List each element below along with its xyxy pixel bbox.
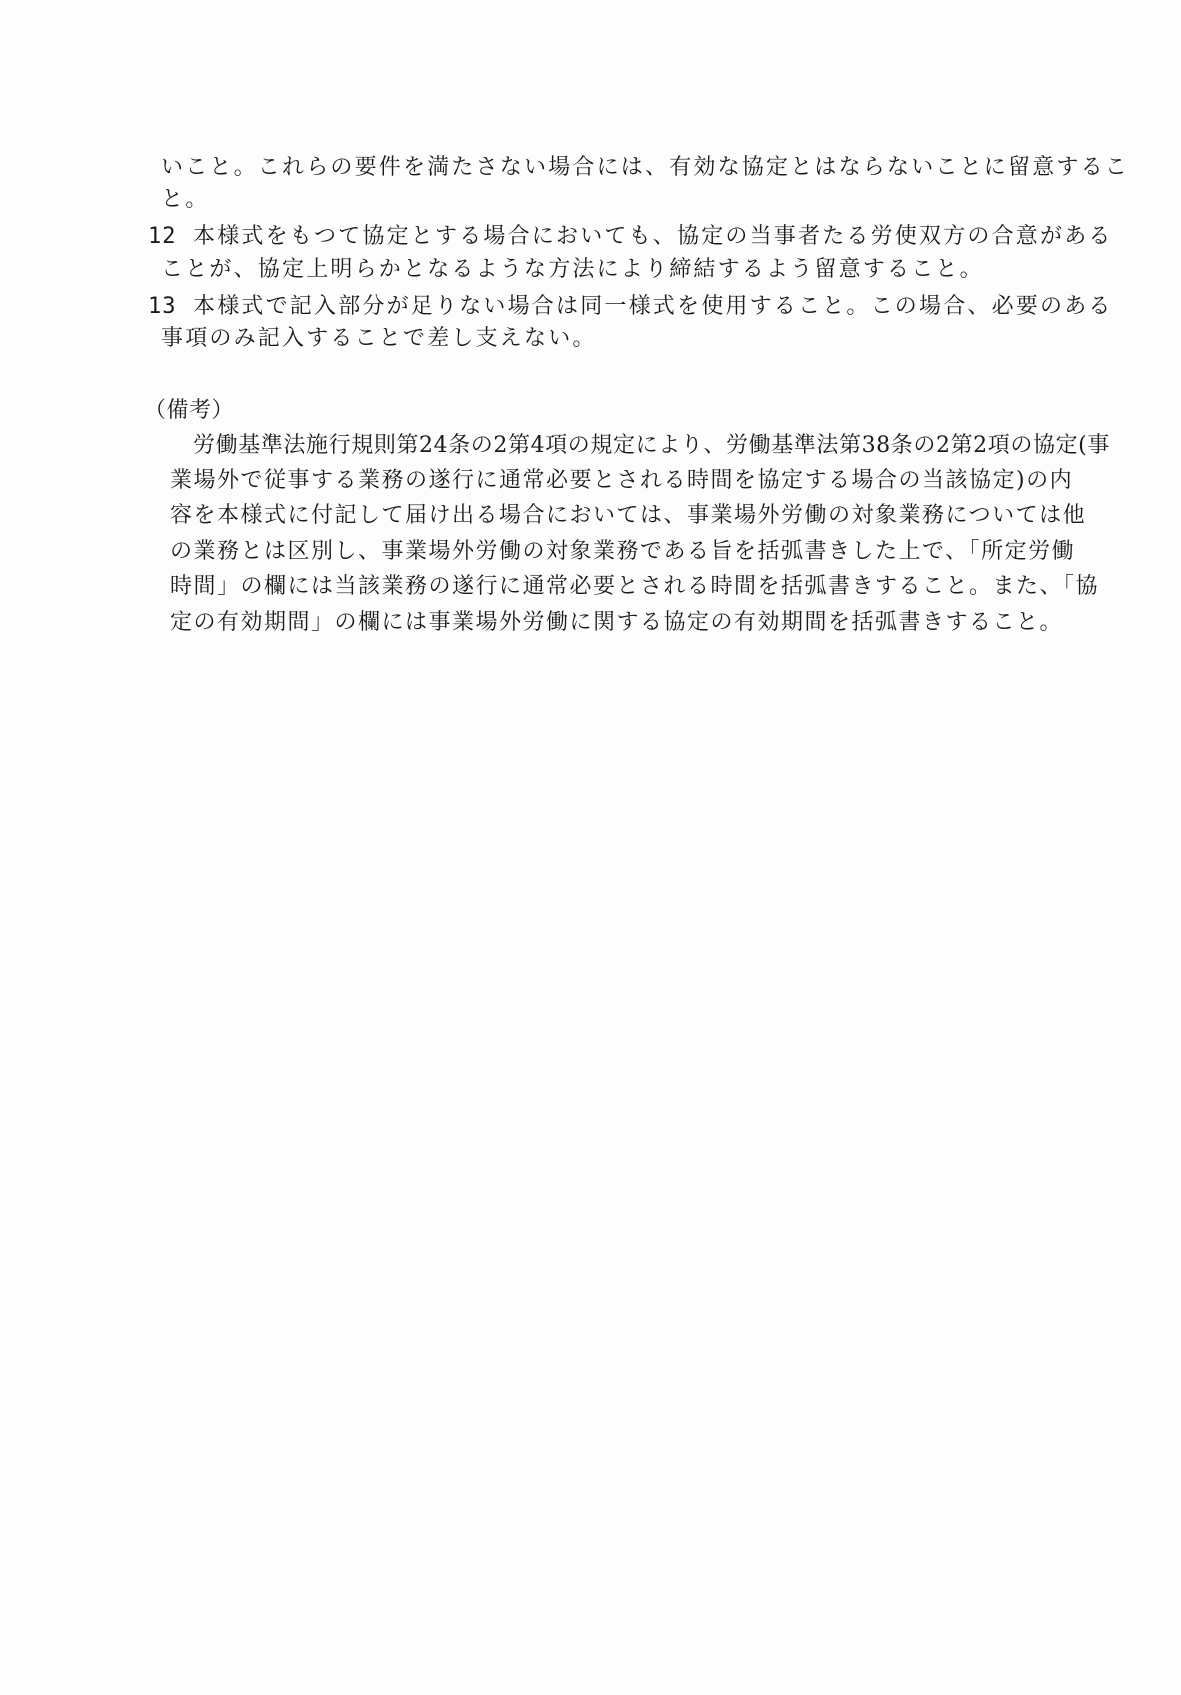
note-11-line-2: と。 — [161, 187, 210, 212]
remarks-line-2: 業場外で従事する業務の遂行に通常必要とされる時間を協定する場合の当該協定)の内 — [170, 468, 1074, 493]
note-13-line-2: 事項のみ記入することで差し支えない。 — [161, 326, 597, 351]
remarks-line-5: 時間」の欄には当該業務の遂行に通常必要とされる時間を括弧書きすること。また、「協 — [170, 574, 1100, 599]
remarks-line-1: 労働基準法施行規則第24条の2第4項の規定により、労働基準法第38条の2第2項の協定(事 — [193, 433, 1110, 458]
remarks-line-6: 定の有効期間」の欄には事業場外労働に関する協定の有効期間を括弧書きすること。 — [170, 610, 1064, 635]
note-13-line-1: 本様式で記入部分が足りない場合は同一様式を使用すること。この場合、必要のある — [193, 294, 1113, 319]
note-12-line-2: ことが、協定上明らかとなるような方法により締結するよう留意すること。 — [161, 257, 984, 282]
note-13-number: 13 — [148, 294, 177, 319]
note-12-line-1: 本様式をもつて協定とする場合においても、協定の当事者たる労使双方の合意がある — [193, 224, 1113, 249]
remarks-heading: （備考） — [144, 398, 235, 423]
note-11-line-1: いこと。これらの要件を満たさない場合には、有効な協定とはならないことに留意するこ — [161, 155, 1130, 180]
remarks-line-3: 容を本様式に付記して届け出る場合においては、事業場外労働の対象業務については他 — [170, 503, 1087, 528]
remarks-line-4: の業務とは区別し、事業場外労働の対象業務である旨を括弧書きした上で、「所定労働 — [170, 539, 1076, 564]
note-12-number: 12 — [148, 224, 177, 249]
